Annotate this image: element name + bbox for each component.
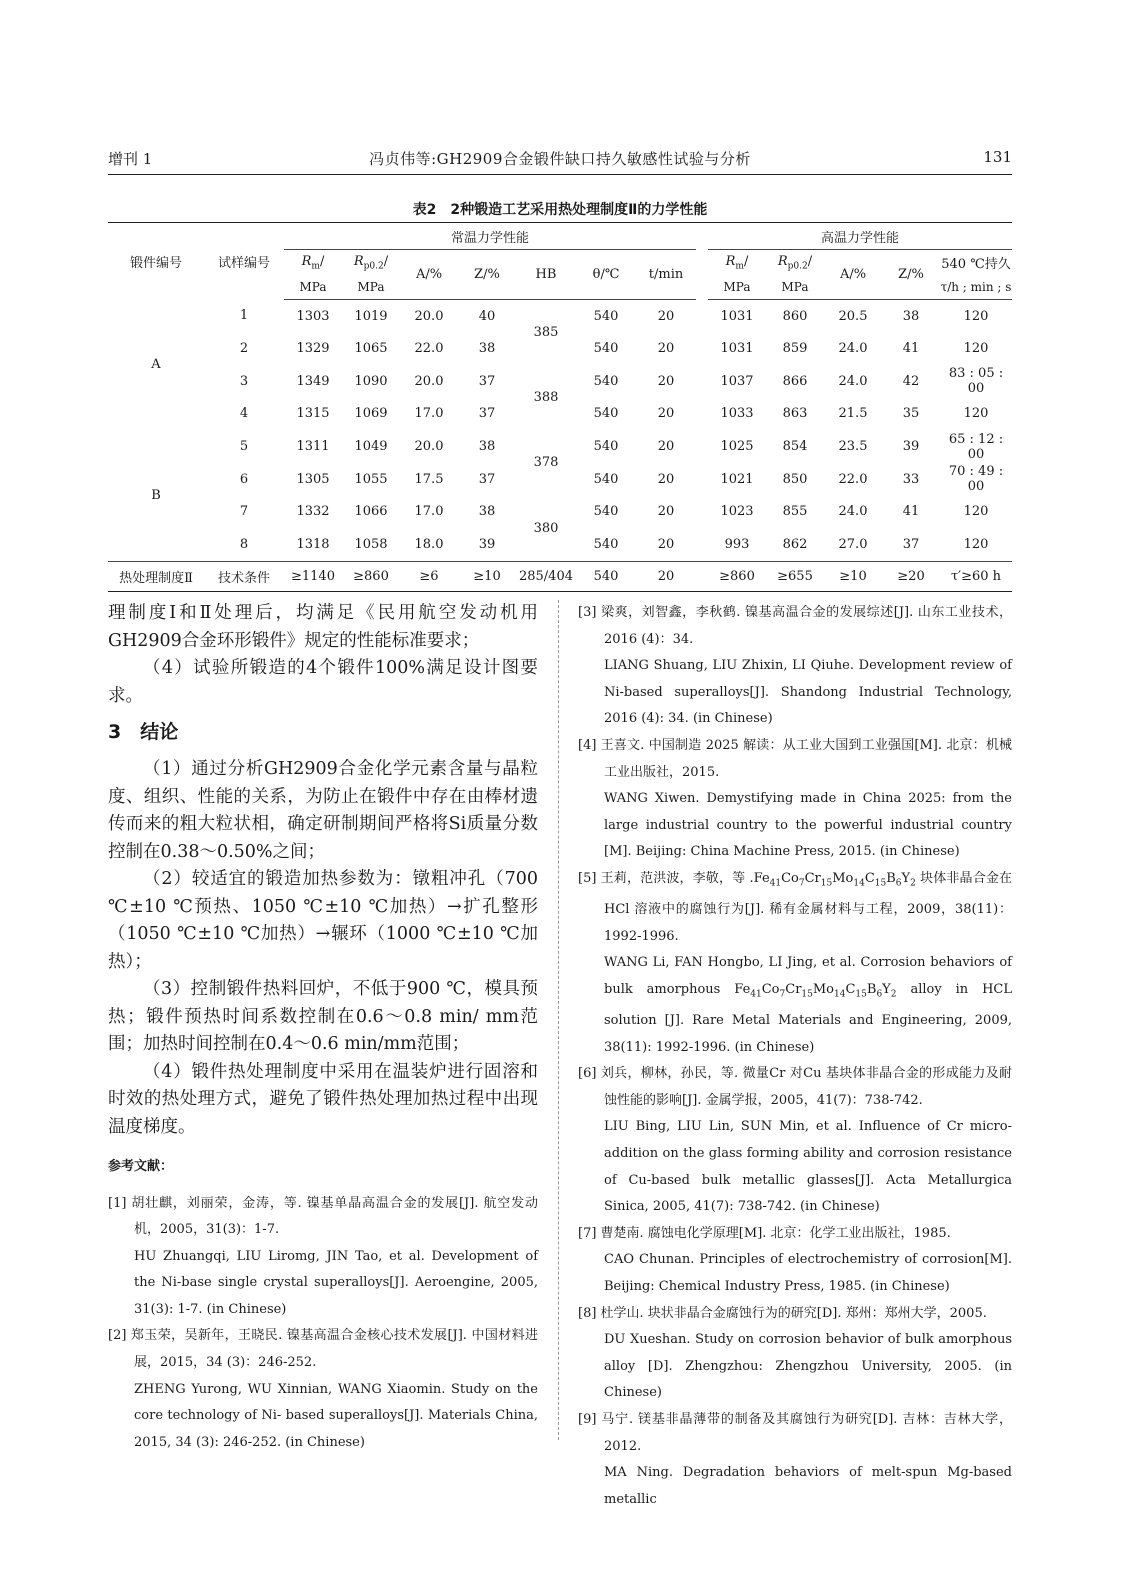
reference-3: [3] 梁爽，刘智鑫，李秋鹤. 镍基高温合金的发展综述[J]. 山东工业技术，2016 (4)：34. LIANG Shuang, LIU Zhixin, LI Qiuhe. Development review of Ni-based superalloys[J]. Shandong Industrial Technology, 2016 (4): 34. (in Chinese)	[578, 605, 1012, 727]
col-forging: 锻件编号	[108, 223, 204, 300]
hb-value: 385	[533, 324, 559, 340]
h-unit: MPa	[766, 276, 824, 300]
left-column	[108, 600, 538, 1456]
h-ha: A/%	[824, 250, 882, 300]
mechanical-properties-table	[108, 222, 1012, 592]
reference-4: [4] 王喜文. 中国制造 2025 解读：从工业大国到工业强国[M]. 北京：机械工业出版社，2015. WANG Xiwen. Demystifying made in China 2025: from the large industrial country to the powerful industrial country [M]. Beijing: China Machine Press, 2015. (in Chinese)	[578, 737, 1012, 860]
hb-value: 380	[533, 520, 559, 536]
reference-5: [5] 王莉，范洪波，李敬，等 $.Fe_{41}Co_7Cr_{15}Mo_{14}C_{15}B_6Y_2$ 块体非晶合金在HCl 溶液中的腐蚀行为[J]. 稀有金属材料与工程，2009，38(11)：1992-1996. WANG Li, FAN Hongbo, LI Jing, et al. Corrosion behaviors of bulk amorphous $Fe_{41}Co_7Cr_{15}Mo_{14}C_{15}B_6Y_2$ alloy in HCL solution [J]. Rare Metal Materials and Engineering, 2009, 38(11): 1992-1996. (in Chinese)	[578, 870, 1012, 1055]
h-z: Z/%	[458, 250, 516, 300]
h-hrm: $R_m/$	[725, 253, 749, 272]
conclusion-3: （3）控制锻件热料回炉，不低于900 ℃，模具预热；锻件预热时间系数控制在0.6～0.8 min/ mm范围；加热时间控制在0.4～0.6 min/mm范围；	[108, 979, 538, 1054]
h-t: t/min	[636, 250, 696, 300]
table-title: 表2 2种锻造工艺采用热处理制度Ⅱ的力学性能	[412, 202, 708, 218]
table-row: 3 1349 1090 20.0 37 388 540 20 1037 866 24.0 42 83 : 05 : 00	[108, 365, 1012, 398]
reference-6: [6] 刘兵，柳林，孙民，等. 微量Cr 对Cu 基块体非晶合金的形成能力及耐蚀性能的影响[J]. 金属学报，2005，41(7)：738-742. LIU Bing, LIU Lin, SUN Min, et al. Influence of Cr micro-addition on the glass forming ability and corrosion resistance of Cu-based bulk metallic glasses[J]. Acta Metallurgica Sinica, 2005, 41(7): 738-742. (in Chinese)	[578, 1066, 1012, 1215]
h-rp: $R_{p0.2}/$	[353, 253, 389, 272]
reference-7: [7] 曹楚南. 腐蚀电化学原理[M]. 北京：化学工业出版社，1985. CAO Chunan. Principles of electrochemistry of corrosion[M]. Beijing: Chemical Industry Press, 1985. (in Chinese)	[578, 1225, 1012, 1295]
table-row: 8 1318 1058 18.0 39 540 20 993 862 27.0 37 120	[239, 536, 989, 552]
conclusion-2: （2）较适宜的锻造加热参数为：镦粗冲孔（700 ℃±10 ℃预热、1050 ℃±10 ℃加热）→扩孔整形（1050 ℃±10 ℃加热）→辗环（1000 ℃±10 ℃加热）；	[108, 869, 538, 972]
h-hrp: $R_{p0.2}/$	[777, 253, 813, 272]
section-heading: 3 结论	[108, 721, 179, 743]
column-divider	[558, 600, 559, 1440]
h-unit: MPa	[284, 276, 342, 300]
paragraph: （4）试验所锻造的4个锻件100%满足设计图要求。	[108, 658, 538, 706]
conclusion-4: （4）锻件热处理制度中采用在温装炉进行固溶和时效的热处理方式，避免了锻件热处理加热过程中出现温度梯度。	[108, 1061, 538, 1137]
h-unit: MPa	[708, 276, 766, 300]
conclusion-1: （1）通过分析GH2909合金化学元素含量与晶粒度、组织、性能的关系，为防止在锻件中存在由棒材遗传而来的粗大粒状相，确定研制期间严格将Si质量分数控制在0.38～0.50%之间；	[108, 759, 538, 862]
table-row: B 5 1311 1049 20.0 38 378 540 20 1025 854 23.5 39 65 : 12 : 00	[108, 430, 1012, 463]
table-row: 4 1315 1069 17.0 37 540 20 1033 863 21.5 35 120	[239, 406, 989, 422]
reference-9: [9] 马宁. 镁基非晶薄带的制备及其腐蚀行为研究[D]. 吉林：吉林大学，2012. MA Ning. Degradation behaviors of melt-spun Mg-based metallic	[578, 1412, 1012, 1507]
forging-id: A	[151, 357, 161, 373]
group-high-temp: 高温力学性能	[708, 223, 1012, 250]
table-row-requirement: 热处理制度Ⅱ 技术条件 ≥1140 ≥860 ≥6 ≥10 285/404 540 20 ≥860 ≥655 ≥10 ≥20 τ′≥60 h	[108, 561, 1012, 591]
reference-1: [1] 胡壮麒，刘丽荣，金涛，等. 镍基单晶高温合金的发展[J]. 航空发动机，2005，31(3)：1-7. HU Zhuangqi, LIU Liromg, JIN Tao, et al. Development of the Ni-base single crystal superalloys[J]. Aeroengine, 2005, 31(3): 1-7. (in Chinese)	[108, 1195, 538, 1317]
h-rm: $R_m/$	[301, 253, 325, 272]
references-heading: 参考文献：	[108, 1159, 174, 1174]
running-header	[108, 144, 1012, 174]
forging-id: B	[151, 487, 161, 503]
hb-value: 378	[533, 455, 559, 471]
group-room-temp: 常温力学性能	[284, 223, 696, 250]
right-column	[578, 600, 1012, 1513]
header-rule	[108, 174, 1012, 175]
reference-2: [2] 郑玉荣，吴新年，王晓民. 镍基高温合金核心技术发展[J]. 中国材料进展，2015，34 (3)：246-252. ZHENG Yurong, WU Xinnian, WANG Xiaomin. Study on the core technology of Ni- based superalloys[J]. Materials China, 2015, 34 (3): 246-252. (in Chinese)	[108, 1328, 538, 1450]
table-row: 7 1332 1066 17.0 38 380 540 20 1023 855 24.0 41 120	[108, 496, 1012, 529]
issue-label: 增刊 1	[108, 150, 153, 168]
page-number: 131	[983, 148, 1012, 166]
table-row: 6 1305 1055 17.5 37 540 20 1021 850 22.0 33 70 : 49 : 00	[239, 464, 1004, 495]
h-unit: MPa	[342, 276, 400, 300]
h-theta: θ/℃	[576, 250, 636, 300]
h-a: A/%	[400, 250, 458, 300]
table-row: A 1 1303 1019 20.0 40 385 540 20 1031 860 20.5 38 120	[108, 300, 1012, 333]
running-title: 冯贞伟等:GH2909合金锻件缺口持久敏感性试验与分析	[369, 150, 751, 168]
hb-value: 388	[533, 390, 559, 406]
h-540: 540 ℃持久	[941, 257, 1011, 273]
h-hz: Z/%	[882, 250, 940, 300]
table-row: 2 1329 1065 22.0 38 540 20 1031 859 24.0 41 120	[239, 341, 989, 357]
paragraph: 理制度Ⅰ和Ⅱ处理后，均满足《民用航空发动机用GH2909合金环形锻件》规定的性能标准要求；	[108, 603, 538, 651]
h-540-unit: τ/h ; min ; s	[940, 276, 1012, 300]
reference-8: [8] 杜学山. 块状非晶合金腐蚀行为的研究[D]. 郑州：郑州大学，2005. DU Xueshan. Study on corrosion behavior of bulk amorphous alloy [D]. Zhengzhou: Zhengzhou University, 2005. (in Chinese)	[578, 1305, 1012, 1401]
h-hb: HB	[516, 250, 576, 300]
col-sample: 试样编号	[204, 223, 284, 300]
